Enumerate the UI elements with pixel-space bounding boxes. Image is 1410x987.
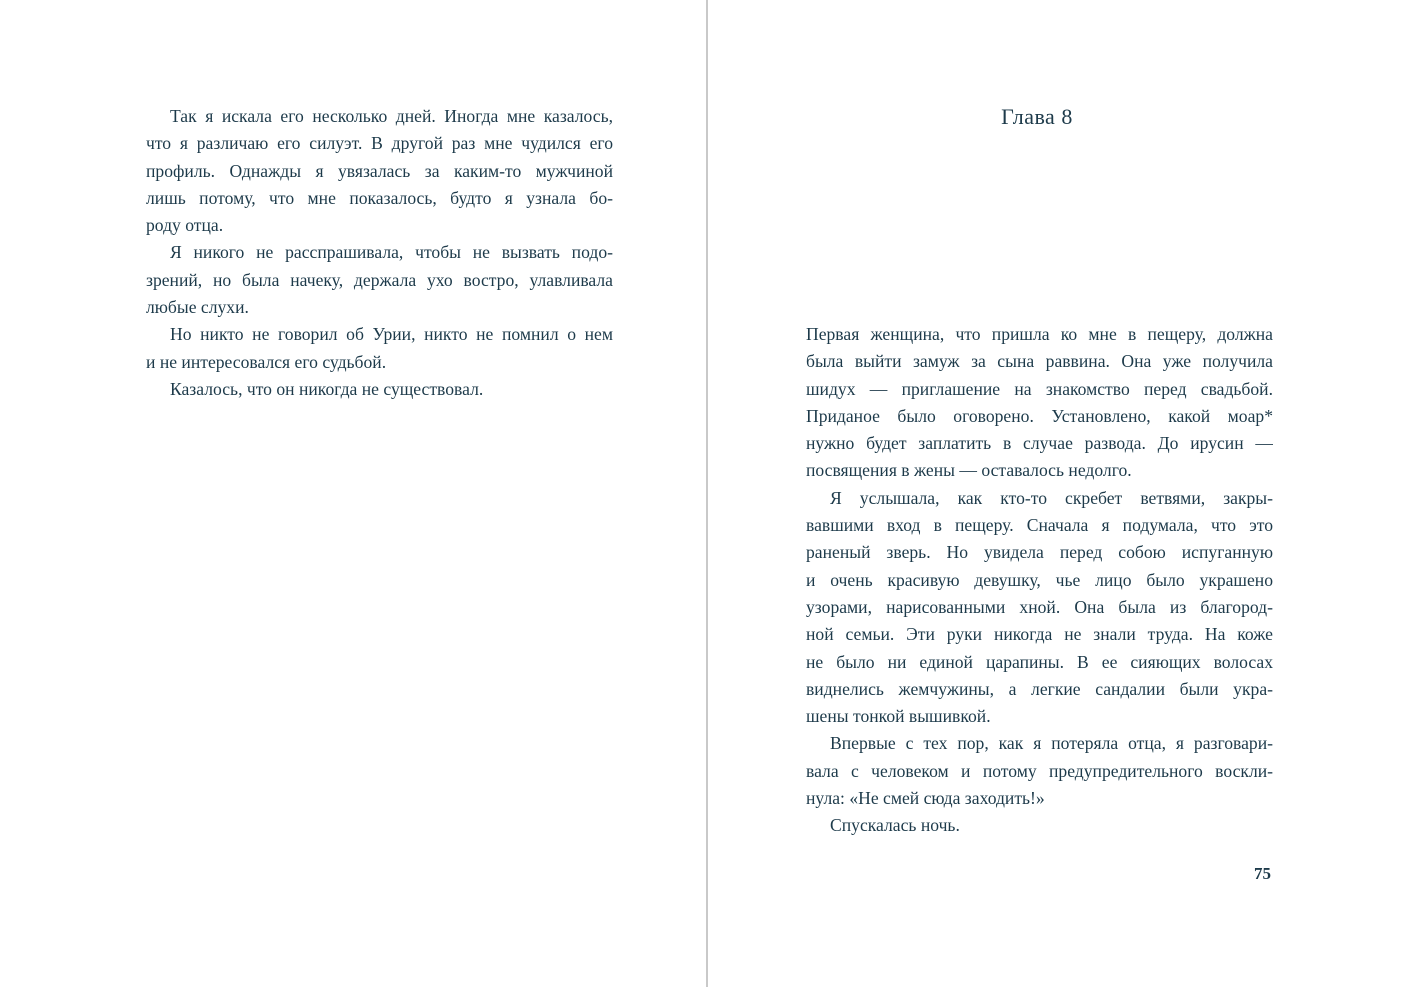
paragraph — [806, 730, 1273, 812]
text-line: любые слухи. — [146, 297, 249, 318]
text-line: ной семьи. Эти руки никогда не знали труда. На коже — [806, 624, 1273, 645]
paragraph — [146, 103, 613, 239]
text-line: профиль. Однажды я увязалась за каким-то мужчиной — [146, 160, 613, 181]
text-line: роду отца. — [146, 215, 224, 236]
text-line: Но никто не говорил об Урии, никто не помнил о нем — [170, 324, 613, 345]
text-line: шены тонкой вышивкой. — [806, 706, 991, 727]
paragraph — [146, 376, 613, 403]
text-line: не было ни единой царапины. В ее сияющих волосах — [806, 651, 1273, 672]
page-number: 75 — [1254, 864, 1271, 883]
paragraph — [806, 485, 1273, 731]
text-line: посвящения в жены — оставалось недолго. — [806, 460, 1132, 481]
text-line: вала с человеком и потому предупредительного воскли- — [806, 760, 1273, 781]
text-line: и не интересовался его судьбой. — [146, 351, 387, 372]
text-line: что я различаю его силуэт. В другой раз мне чудился его — [146, 133, 613, 154]
text-line: вавшими вход в пещеру. Сначала я подумала, что это — [806, 515, 1273, 536]
chapter-title: Глава 8 — [1001, 104, 1073, 129]
text-line: Впервые с тех пор, как я потеряла отца, я разговари- — [830, 733, 1273, 754]
text-line: нужно будет заплатить в случае развода. До ирусин — — [806, 433, 1273, 454]
text-line: была выйти замуж за сына раввина. Она уже получила — [806, 351, 1273, 372]
right-page-text — [806, 321, 1273, 840]
text-line: Я никого не расспрашивала, чтобы не вызвать подо- — [170, 242, 613, 263]
text-line: шидух — приглашение на знакомство перед свадьбой. — [806, 378, 1273, 399]
text-line: Спускалась ночь. — [830, 815, 960, 836]
text-line: лишь потому, что мне показалось, будто я узнала бо- — [146, 187, 613, 208]
text-line: и очень красивую девушку, чье лицо было украшено — [806, 569, 1273, 590]
text-line: узорами, нарисованными хной. Она была из благород- — [806, 596, 1273, 617]
text-line: Казалось, что он никогда не существовал. — [170, 378, 484, 399]
paragraph — [146, 239, 613, 321]
book-gutter-divider — [706, 0, 708, 987]
left-page-text — [146, 103, 613, 403]
text-line: Я услышала, как кто-то скребет ветвями, закры- — [830, 487, 1273, 508]
text-line: виднелись жемчужины, а легкие сандалии были укра- — [806, 678, 1273, 699]
paragraph — [806, 321, 1273, 485]
paragraph — [146, 321, 613, 376]
text-line: зрений, но была начеку, держала ухо востро, улавливала — [146, 269, 613, 290]
text-line: Первая женщина, что пришла ко мне в пещеру, должна — [806, 324, 1273, 344]
text-line: раненый зверь. Но увидела перед собою испуганную — [806, 542, 1273, 563]
text-line: Приданое было оговорено. Установлено, какой моар* — [806, 405, 1273, 426]
paragraph — [806, 812, 1273, 839]
text-line: нула: «Не смей сюда заходить!» — [806, 788, 1045, 809]
text-line: Так я искала его несколько дней. Иногда мне казалось, — [170, 106, 613, 126]
